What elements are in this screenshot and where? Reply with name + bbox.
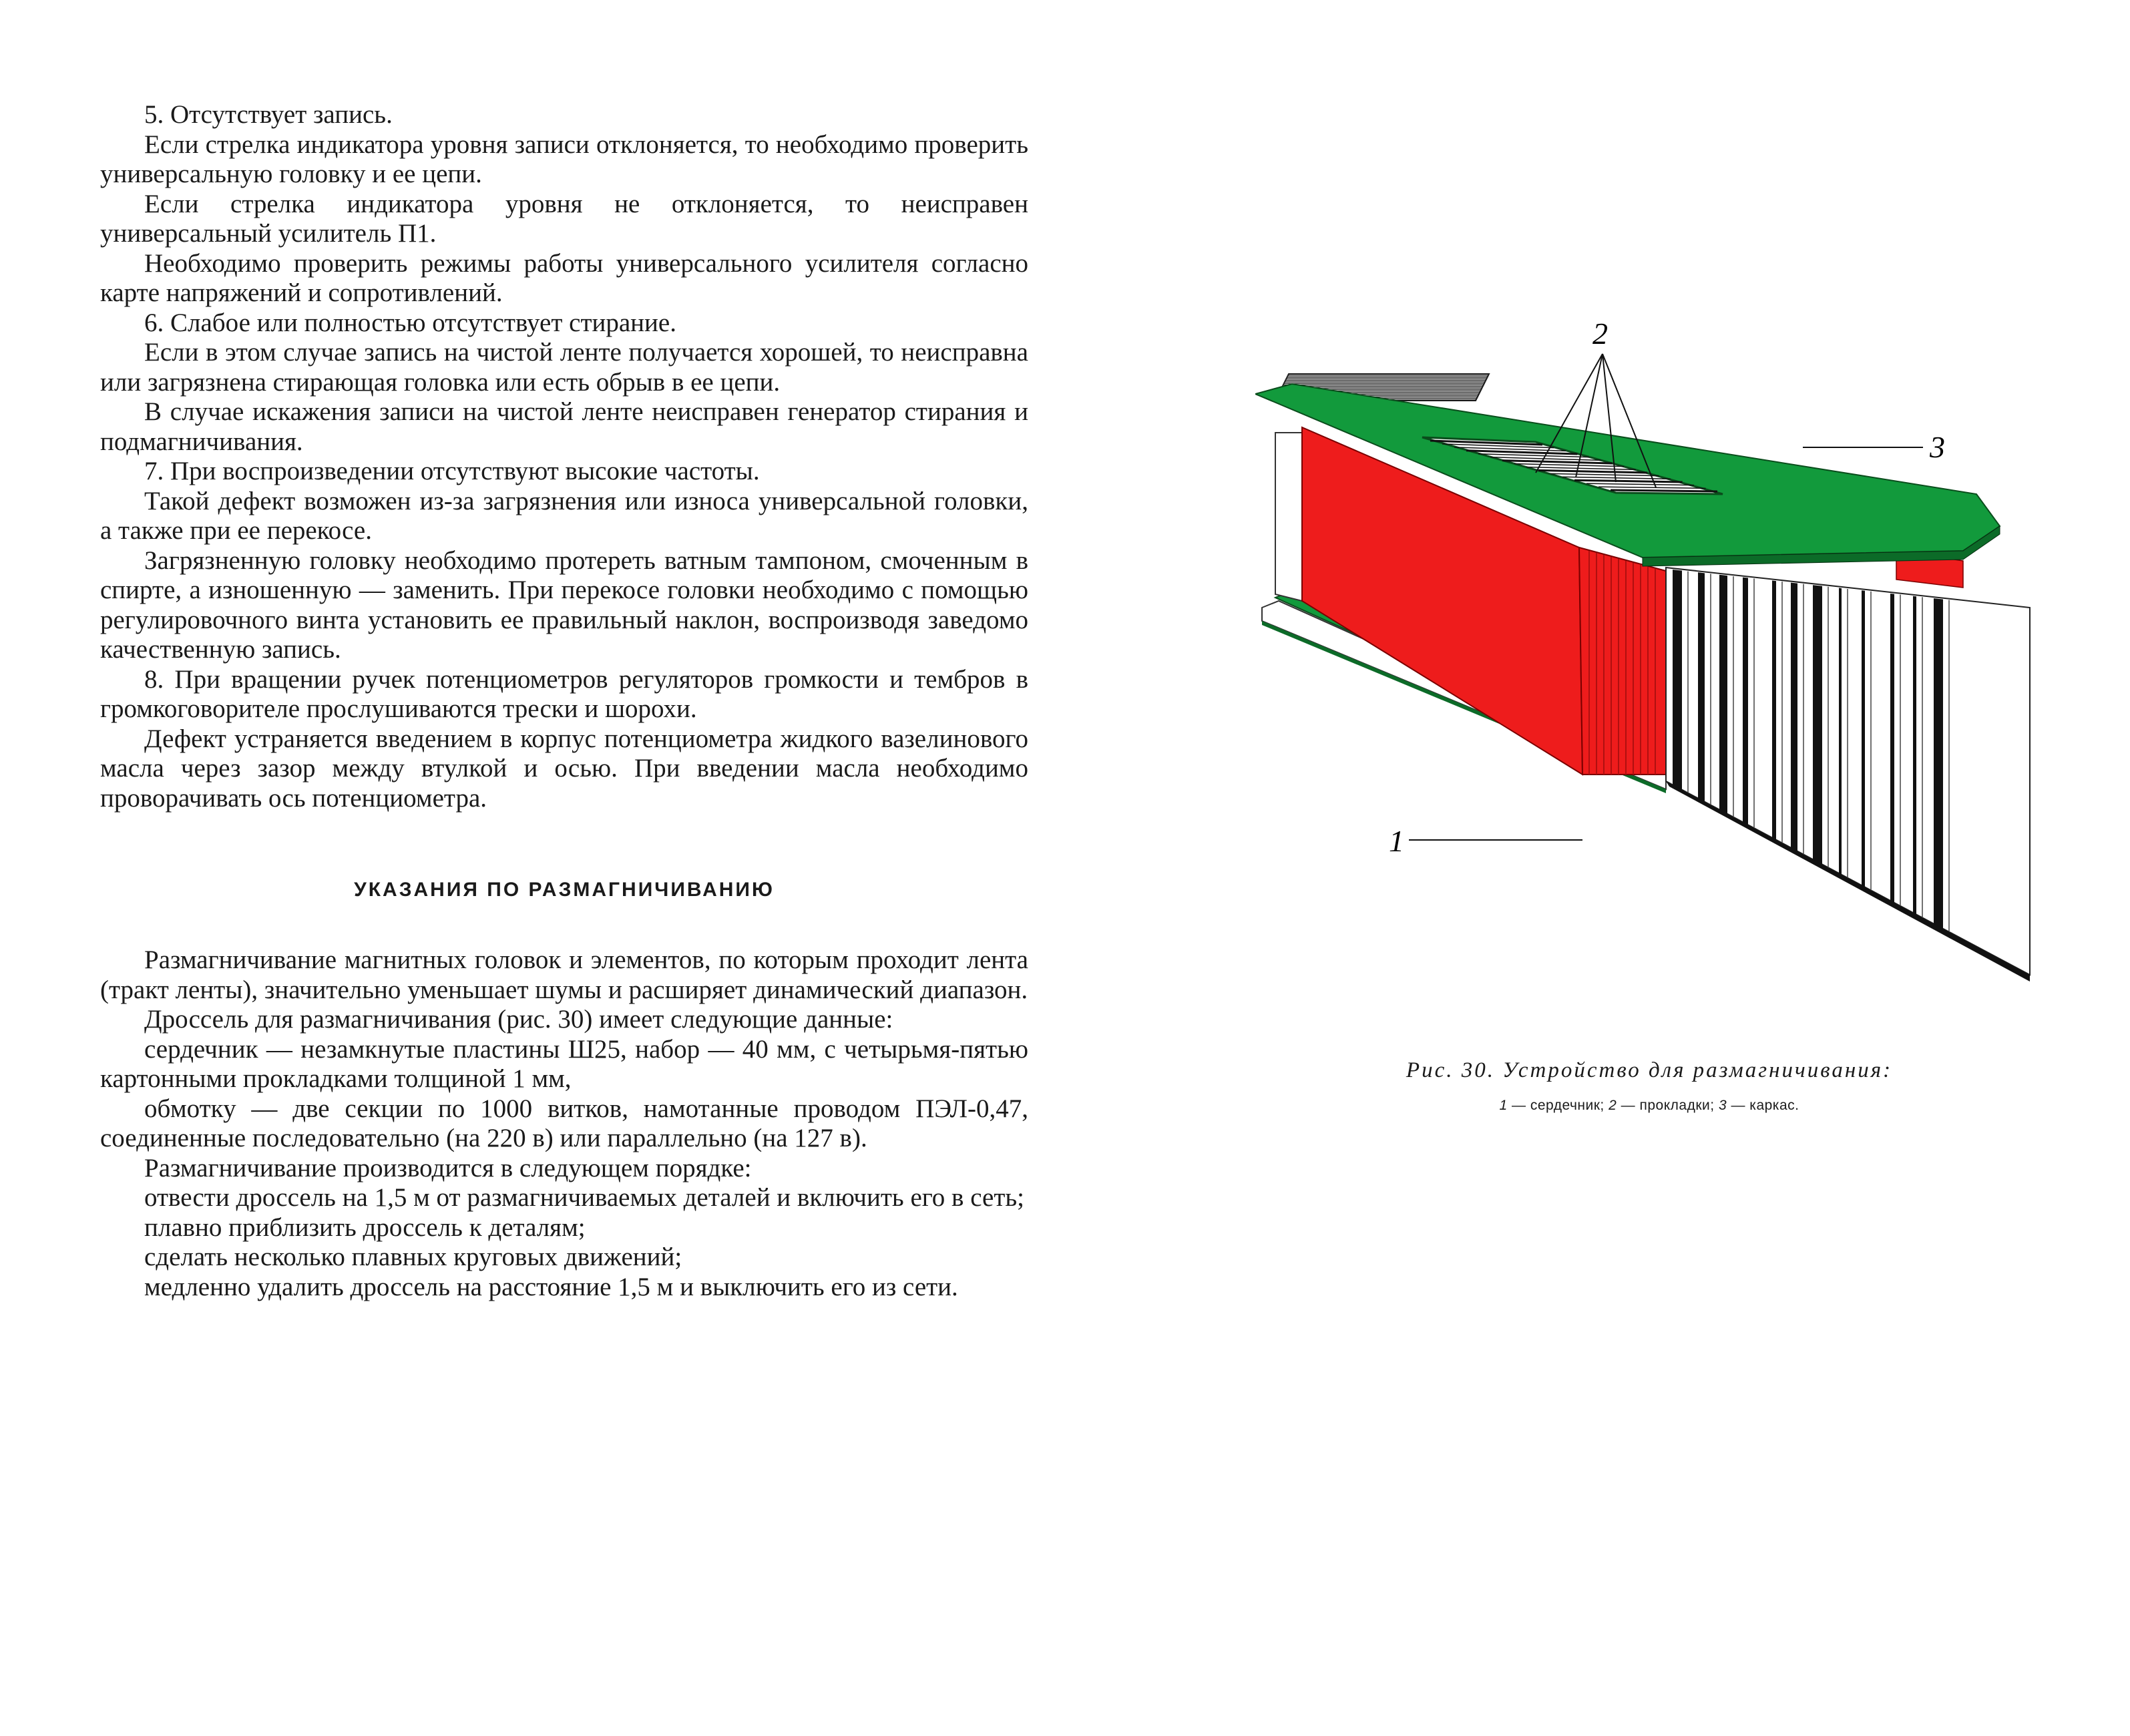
core-lamination [1813, 585, 1822, 866]
figure-caption [1255, 1058, 2043, 1114]
caption-title: Рис. 30. Устройство для размагничивания: [1406, 1058, 1893, 1082]
paragraph: Загрязненную головку необходимо протереть ватным тампоном, смоченным в спирте, а изношенную — заменить. При перекосе головки необходимо с помощью регулировочного винта установить ее правильный наклон, воспроизводя заведомо качественную запись. [100, 546, 1028, 664]
caption-legend [1255, 1098, 2043, 1114]
paragraph: Необходимо проверить режимы работы универсального усилителя согласно карте напряжений и сопротивлений. [100, 248, 1028, 307]
section-heading: УКАЗАНИЯ ПО РАЗМАГНИЧИВАНИЮ [354, 879, 775, 901]
legend-text: — каркас. [1731, 1098, 1799, 1113]
core-lamination [1839, 588, 1842, 877]
paragraph: сделать несколько плавных круговых движений; [144, 1243, 682, 1271]
paragraph: Если стрелка индикатора уровня не отклоняется, то неисправен универсальный усилитель П1. [100, 189, 1028, 248]
paragraph: плавно приблизить дроссель к деталям; [144, 1213, 586, 1242]
paragraph: В случае искажения записи на чистой ленте неисправен генератор стирания и подмагничивания. [100, 397, 1028, 456]
paragraph: Размагничивание производится в следующем порядке: [144, 1153, 752, 1182]
paragraph: Размагничивание магнитных головок и элементов, по которым проходит лента (тракт ленты), значительно уменьшает шумы и расширяет динамический диапазон. [100, 945, 1028, 1004]
core-lamination [1791, 583, 1797, 853]
core-lamination [1934, 598, 1943, 929]
core-lamination [1772, 581, 1776, 843]
paragraph: 8. При вращении ручек потенциометров регуляторов громкости и тембров в громкоговорителе прослушиваются трески и шорохи. [100, 664, 1028, 723]
paragraph: обмотку — две секции по 1000 витков, намотанные проводом ПЭЛ-0,47, соединенные последовательно (на 220 в) или параллельно (на 127 в). [100, 1094, 1028, 1152]
legend-num: 2 [1609, 1098, 1617, 1113]
paragraph: Дефект устраняется введением в корпус потенциометра жидкого вазелинового масла через зазор между втулкой и осью. При введении масла необходимо проворачивать ось потенциометра. [100, 724, 1028, 813]
label-core: 1 [1389, 824, 1404, 858]
core-side-left [1275, 433, 1302, 601]
core-lamination [1890, 594, 1894, 904]
core-lamination [1862, 590, 1865, 889]
core-lamination [1913, 596, 1916, 915]
core-plates [1666, 568, 2030, 982]
paragraph: 6. Слабое или полностью отсутствует стирание. [144, 308, 676, 337]
paragraph: 5. Отсутствует запись. [144, 100, 393, 129]
demagnetization-section [100, 945, 1028, 1302]
paragraph: Такой дефект возможен из-за загрязнения или износа универсальной головки, а также при ее перекосе. [100, 486, 1028, 545]
legend-num: 3 [1718, 1098, 1727, 1113]
paragraph: отвести дроссель на 1,5 м от размагничиваемых деталей и включить его в сеть; [144, 1183, 1024, 1212]
demagnetizer-figure [1255, 314, 2043, 1022]
paragraph: Если в этом случае запись на чистой ленте получается хорошей, то неисправна или загрязнена стирающая головка или есть обрыв в ее цепи. [100, 338, 1028, 397]
paragraph: 7. При воспроизведении отсутствуют высокие частоты. [144, 457, 760, 485]
label-spacers: 2 [1592, 316, 1608, 351]
demagnetizer-illustration [1255, 314, 2043, 1022]
left-page-text [100, 100, 1028, 1302]
paragraph: Если стрелка индикатора уровня записи отклоняется, то необходимо проверить универсальную головку и ее цепи. [100, 130, 1028, 188]
core-lamination [1698, 572, 1705, 805]
paragraph: медленно удалить дроссель на расстояние 1,5 м и выключить его из сети. [144, 1272, 958, 1301]
spacer-line [1611, 490, 1717, 491]
core-lamination [1673, 570, 1682, 793]
legend-text: — сердечник; [1512, 1098, 1605, 1113]
legend-text: — прокладки; [1621, 1098, 1715, 1113]
core-lamination [1743, 578, 1748, 828]
paragraph: сердечник — незамкнутые пластины Ш25, набор — 40 мм, с четырьмя-пятью картонными прокладками толщиной 1 мм, [100, 1034, 1028, 1093]
paragraph: Дроссель для размагничивания (рис. 30) имеет следующие данные: [144, 1005, 893, 1034]
core-lamination [1719, 575, 1727, 817]
legend-num: 1 [1499, 1098, 1508, 1113]
label-frame: 3 [1930, 430, 1945, 464]
troubleshooting-section [100, 100, 1028, 813]
